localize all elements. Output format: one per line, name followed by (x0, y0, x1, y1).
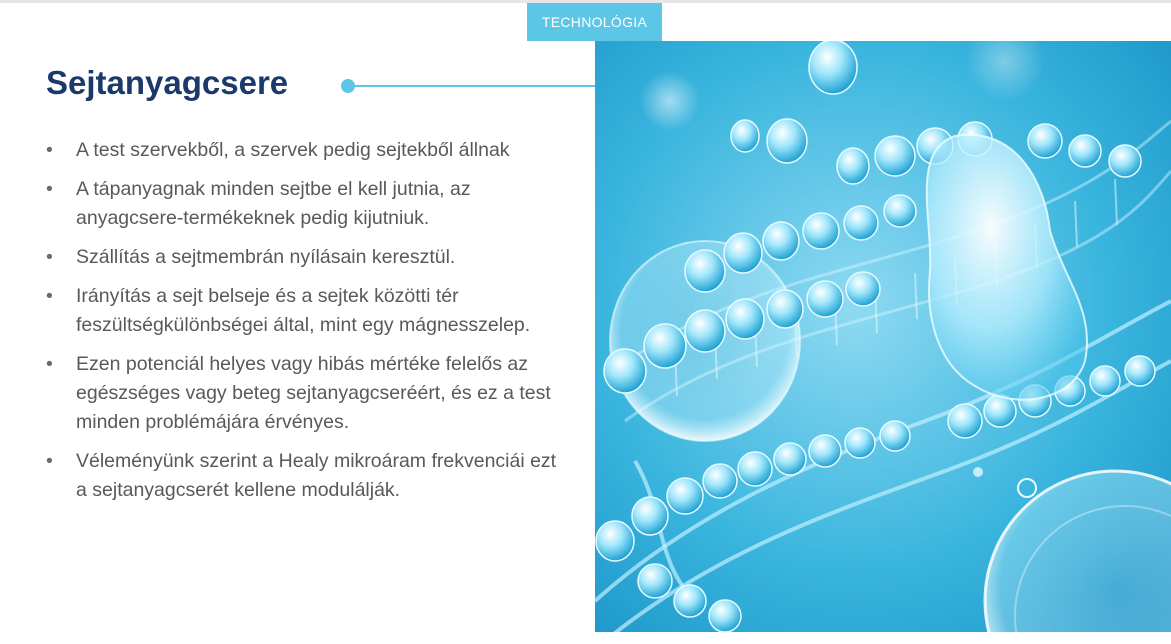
bullet-item: • A test szervekből, a szervek pedig sejtekből állnak (46, 136, 566, 165)
bullet-list (46, 136, 566, 515)
bullet-item: • Irányítás a sejt belseje és a sejtek közötti tér feszültségkülönbségei által, mint egy mágnesszelep. (46, 282, 566, 340)
bullet-item: • A tápanyagnak minden sejtbe el kell jutnia, az anyagcsere-termékeknek pedig kijutniuk. (46, 175, 566, 233)
slide-title: Sejtanyagcsere (46, 64, 289, 101)
bullet-item: • Ezen potenciál helyes vagy hibás mértéke felelős az egészséges vagy beteg sejtanyagcseréért, és ez a test minden problémájára érvényes. (46, 350, 566, 437)
cell-illustration (595, 41, 1171, 632)
title-divider-line (348, 85, 596, 87)
cell-membrane-graphic (595, 41, 1171, 632)
bullet-item: • Véleményünk szerint a Healy mikroáram frekvenciái ezt a sejtanyagcserét kellene modulálják. (46, 447, 566, 505)
title-divider-dot (341, 79, 355, 93)
bullet-item: • Szállítás a sejtmembrán nyílásain keresztül. (46, 243, 566, 272)
section-tag: TECHNOLÓGIA (527, 3, 662, 41)
